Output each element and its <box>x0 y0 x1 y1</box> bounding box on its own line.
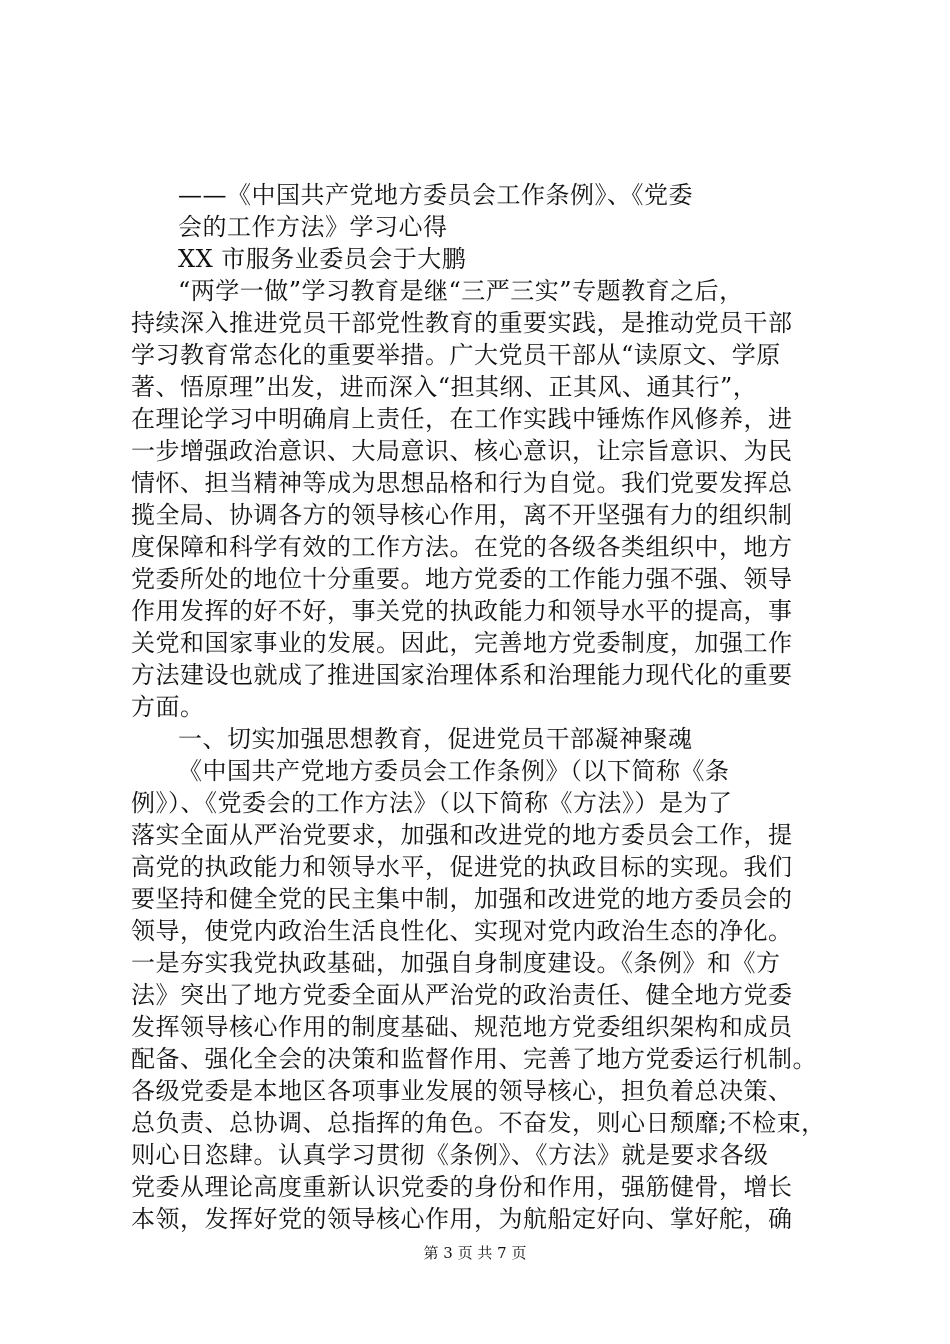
body-line: 法》突出了地方党委全面从严治党的政治责任、健全地方党委 <box>131 981 793 1009</box>
title-line-1: ——《中国共产党地方委员会工作条例》、《党委 <box>178 181 693 209</box>
body-line: 党委从理论高度重新认识党委的身份和作用，强筋健骨，增长 <box>131 1173 793 1201</box>
body-line: 著、悟原理”出发，进而深入“担其纲、正其风、通其行”， <box>131 373 758 401</box>
body-line: 党委所处的地位十分重要。地方党委的工作能力强不强、领导 <box>131 565 793 593</box>
section-heading: 一、切实加强思想教育，促进党员干部凝神聚魂 <box>178 725 693 753</box>
body-line: 作用发挥的好不好，事关党的执政能力和领导水平的提高，事 <box>131 597 793 625</box>
body-line: 总负责、总协调、总指挥的角色。不奋发，则心日颓靡;不检束， <box>131 1109 826 1137</box>
body-line: 各级党委是本地区各项事业发展的领导核心，担负着总决策、 <box>131 1077 793 1105</box>
body-line: 领导，使党内政治生活良性化、实现对党内政治生态的净化。 <box>131 917 793 945</box>
title-line-2: 会的工作方法》学习心得 <box>178 213 448 241</box>
body-line: 揽全局、协调各方的领导核心作用，离不开坚强有力的组织制 <box>131 501 793 529</box>
body-line: 情怀、担当精神等成为思想品格和行为自觉。我们党要发挥总 <box>131 469 793 497</box>
body-line: 一步增强政治意识、大局意识、核心意识，让宗旨意识、为民 <box>131 437 793 465</box>
body-line: 度保障和科学有效的工作方法。在党的各级各类组织中，地方 <box>131 533 793 561</box>
body-line: “两学一做”学习教育是继“三严三实”专题教育之后， <box>178 277 744 305</box>
body-line: 关党和国家事业的发展。因此，完善地方党委制度，加强工作 <box>131 629 793 657</box>
body-line: 落实全面从严治党要求，加强和改进党的地方委员会工作，提 <box>131 821 793 849</box>
body-line: 《中国共产党地方委员会工作条例》（以下简称《条 <box>178 757 730 785</box>
body-line: 高党的执政能力和领导水平，促进党的执政目标的实现。我们 <box>131 853 793 881</box>
page-number-footer: 第 3 页 共 7 页 <box>423 1244 527 1262</box>
body-line: 配备、强化全会的决策和监督作用、完善了地方党委运行机制。 <box>131 1045 817 1073</box>
body-line: 本领，发挥好党的领导核心作用，为航船定好向、掌好舵，确 <box>131 1205 793 1233</box>
body-line: 方法建设也就成了推进国家治理体系和治理能力现代化的重要 <box>131 661 793 689</box>
body-line: 在理论学习中明确肩上责任，在工作实践中锤炼作风修养，进 <box>131 405 793 433</box>
body-line: 要坚持和健全党的民主集中制，加强和改进党的地方委员会的 <box>131 885 793 913</box>
body-line: 则心日恣肆。认真学习贯彻《条例》、《方法》就是要求各级 <box>131 1141 769 1169</box>
body-line: 发挥领导核心作用的制度基础、规范地方党委组织架构和成员 <box>131 1013 793 1041</box>
body-line: 一是夯实我党执政基础，加强自身制度建设。《条例》和《方 <box>131 949 781 977</box>
author-line: XX 市服务业委员会于大鹏 <box>178 245 467 273</box>
body-line: 持续深入推进党员干部党性教育的重要实践，是推动党员干部 <box>131 309 793 337</box>
body-line: 方面。 <box>131 693 205 721</box>
body-line: 例》）、《党委会的工作方法》（以下简称《方法》）是为了 <box>131 789 733 817</box>
body-line: 学习教育常态化的重要举措。广大党员干部从“读原文、学原 <box>131 341 781 369</box>
